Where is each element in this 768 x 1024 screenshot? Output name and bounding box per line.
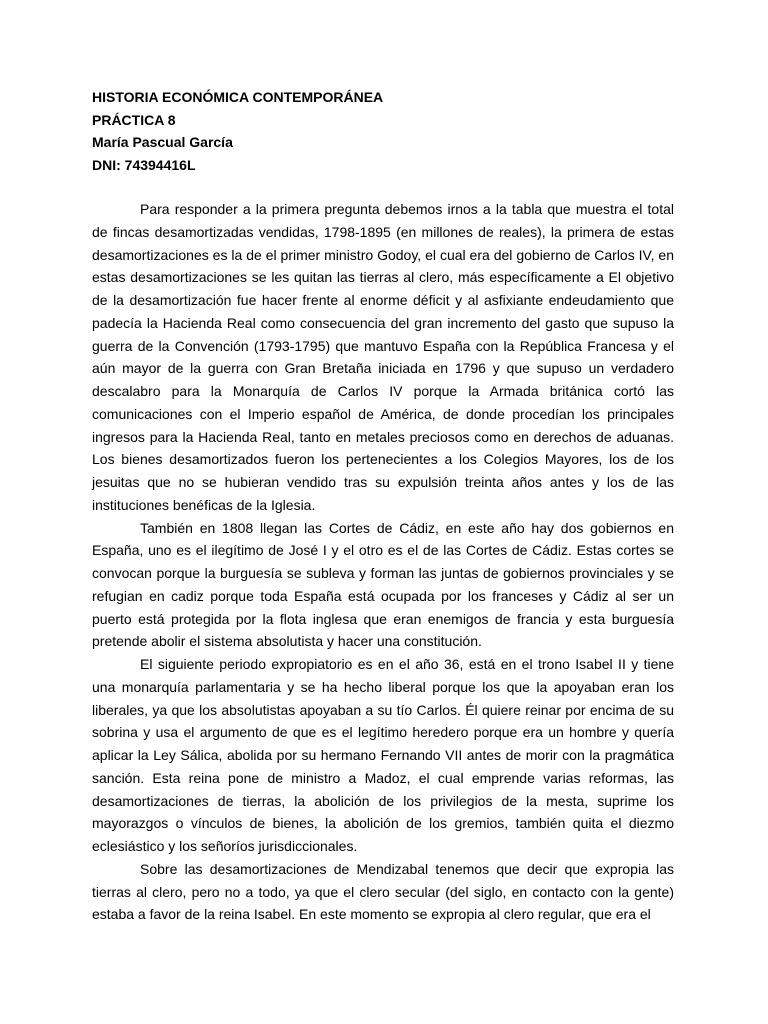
author-name: María Pascual García (92, 134, 233, 150)
paragraph-mendizabal: Sobre las desamortizaciones de Mendizabal tenemos que decir que expropia las tierras al clero, pero no a todo, ya que el clero secular (del siglo, en contacto con la gente) estaba a favor de la reina Isabel. En este momento se expropia al clero regular, que era el (92, 860, 674, 923)
document-page (92, 86, 674, 926)
header-spacer (92, 176, 674, 198)
course-title: HISTORIA ECONÓMICA CONTEMPORÁNEA (92, 89, 384, 105)
paragraph-godoy: Para responder a la primera pregunta debemos irnos a la tabla que muestra el total de fincas desamortizadas vendidas, 1798-1895 (en millones de reales), la primera de estas desamortizaciones es la de el primer ministro Godoy, el cual era del gobierno de Carlos IV, en estas desamortizaciones se les quitan las tierras al clero, más específicamente a El objetivo de la desamortización fue hacer frente al enorme déficit y al asfixiante endeudamiento que padecía la Hacienda Real como consecuencia del gran incremento del gasto que supuso la guerra de la Convención (1793-1795) que mantuvo España con la República Francesa y el aún mayor de la guerra con Gran Bretaña iniciada en 1796 y que supuso un verdadero descalabro para la Monarquía de Carlos IV porque la Armada británica cortó las comunicaciones con el Imperio español de América, de donde procedían los principales ingresos para la Hacienda Real, tanto en metales preciosos como en derechos de aduanas. Los bienes desamortizados fueron los pertenecientes a los Colegios Mayores, los de los jesuitas que no se hubieran vendido tras su expulsión treinta años antes y los de las instituciones benéficas de la Iglesia. (92, 201, 674, 513)
paragraph-isabel-ii: El siguiente periodo expropiatorio es en el año 36, está en el trono Isabel II y tiene una monarquía parlamentaria y se ha hecho liberal porque los que la apoyaban eran los liberales, ya que los absolutistas apoyaban a su tío Carlos. Él quiere reinar por encima de su sobrina y usa el argumento de que es el legítimo heredero porque era un hombre y quería aplicar la Ley Sálica, abolida por su hermano Fernando VII antes de morir con la pragmática sanción. Esta reina pone de ministro a Madoz, el cual emprende varias reformas, las desamortizaciones de tierras, la abolición de los privilegios de la mesta, suprime los mayorazgos o vínculos de bienes, la abolición de los gremios, también quita el diezmo eclesiástico y los señoríos jurisdiccionales. (92, 656, 674, 854)
paragraph-cortes-cadiz: También en 1808 llegan las Cortes de Cádiz, en este año hay dos gobiernos en España, uno es el ilegítimo de José I y el otro es el de las Cortes de Cádiz. Estas cortes se convocan porque la burguesía se subleva y forman las juntas de gobiernos provinciales y se refugian en cadiz porque toda España está ocupada por los franceses y Cádiz al ser un puerto está protegida por la flota inglesa que eran enemigos de francia y esta burguesía pretende abolir el sistema absolutista y hacer una constitución. (92, 519, 674, 650)
author-dni: DNI: 74394416L (92, 156, 196, 173)
assignment-title: PRÁCTICA 8 (92, 111, 176, 128)
